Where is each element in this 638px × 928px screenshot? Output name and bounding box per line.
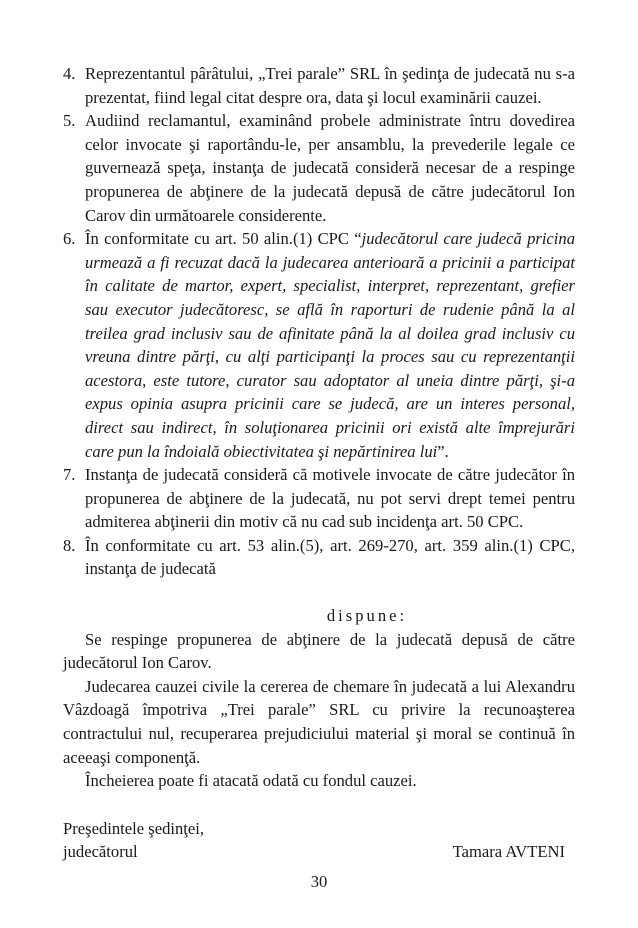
list-item-8: [63, 534, 575, 581]
item-number: 5.: [63, 111, 76, 131]
list-item-7: [63, 463, 575, 534]
item-text: În conformitate cu art. 53 alin.(5), art. 269-270, art. 359 alin.(1) CPC, instanţa de judecată: [85, 535, 575, 579]
item-number: 4.: [63, 64, 76, 83]
dispune-heading: dispune:: [326, 606, 408, 626]
item-number: 8.: [63, 535, 76, 555]
list-item-5: [63, 109, 575, 227]
signature-role: judecătorul: [63, 842, 138, 862]
item-text-tail: ”.: [437, 441, 449, 461]
item-text: Instanţa de judecată consideră că motivele invocate de către judecător în propunerea de abţinere de la judecată, nu pot servi drept temei pentru admiterea abţinerii din motiv că nu cad sub incidenţa art. 50 CPC.: [85, 465, 575, 532]
list-item-4: [63, 62, 575, 109]
item-number: 7.: [63, 465, 76, 485]
item-number: 6.: [63, 229, 76, 249]
ruling-paragraph: Se respinge propunerea de abţinere de la judecată depusă de către judecătorul Ion Carov.: [63, 629, 575, 673]
item-text: Audiind reclamantul, examinând probele administrate întru dovedirea celor invocate şi raportându-le, per ansamblu, la prevederile legale ce guvernează speţa, instanţa de judecată consideră necesar de a respinge propunerea de abţinere de la judecată depusă de către judecătorul Ion Carov din următoarele considerente.: [85, 111, 575, 225]
ruling-paragraph: Încheierea poate fi atacată odată cu fondul cauzei.: [85, 771, 417, 791]
signature-title: Preşedintele şedinţei,: [63, 818, 205, 838]
list-item-6: [63, 227, 575, 463]
ruling-paragraph: Judecarea cauzei civile la cererea de chemare în judecată a lui Alexandru Vâzdoagă împotriva „Trei parale” SRL cu privire la recunoaşterea contractului nul, recuperarea prejudiciului material şi moral se continuă în aceeaşi componenţă.: [63, 676, 575, 767]
document-body: [63, 62, 575, 864]
legal-quote: judecătorul care judecă pricina urmează a fi recuzat dacă la judecarea anterioară a pricinii a participat în calitate de martor, expert, specialist, interpret, reprezentant, grefier sau executor judecătoresc, se află în raporturi de rudenie până la al treilea grad inclusiv sau de afinitate până la al doilea grad inclusiv cu vreuna dintre părţi, cu alţi participanţi la proces sau cu reprezentanţii acestora, este tutore, curator sau adoptator al uneia dintre părţi, şi-a expus opinia asupra pricinii care se judecă, are un interes personal, direct sau indirect, în soluţionarea pricinii ori există alte împrejurări care pun la îndoială obiectivitatea şi nepărtinirea lui: [85, 229, 575, 461]
spacer: [63, 581, 575, 604]
page-number: 30: [310, 872, 328, 891]
judge-name: Tamara AVTENI: [452, 842, 565, 862]
signature-block: [63, 817, 575, 864]
signature-row: [63, 840, 575, 864]
item-text-lead: În conformitate cu art. 50 alin.(1) CPC “: [85, 229, 362, 249]
item-text-with-quote: [85, 227, 575, 463]
item-text: Reprezentantul pârâtului, „Trei parale” SRL în şedinţa de judecată nu s-a prezentat, fiind legal citat despre ora, data şi locul examinării cauzei.: [85, 64, 575, 107]
